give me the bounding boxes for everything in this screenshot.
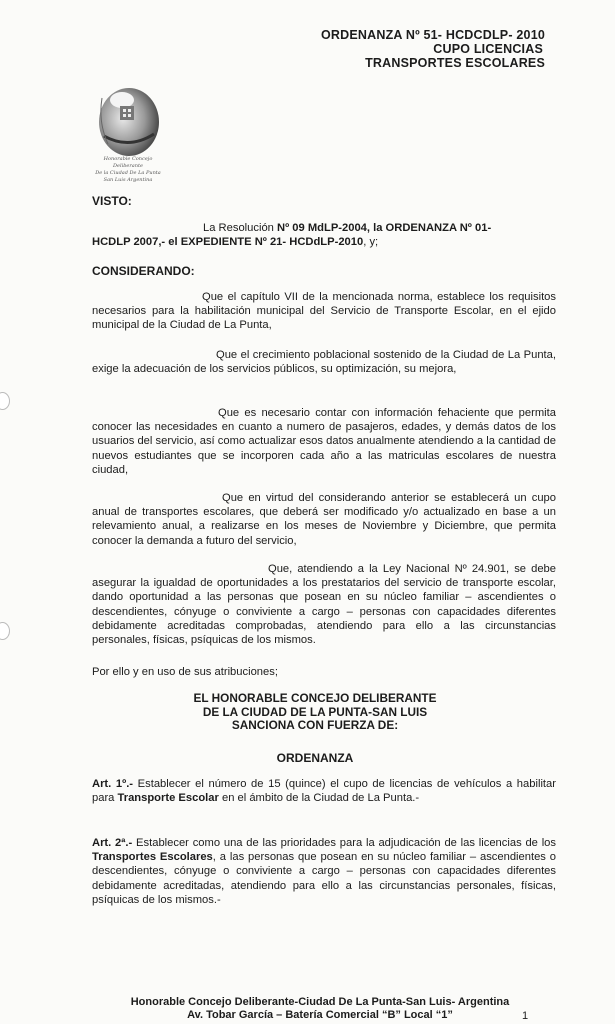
considerando-paragraph-3: Que es necesario contar con información fehaciente que permita conocer las necesidades en cuanto a numero de pasajeros, edades, y demás datos de los usuarios del servicio, así como actualizar esos datos anualmente atendiendo a la cantidad de nuevos estudiantes que se incorporen cada año a las matriculas escolares de nuestra ciudad, — [92, 407, 556, 476]
ordinance-number: ORDENANZA Nº 51- HCDCDLP- 2010 — [320, 28, 545, 42]
footer — [60, 996, 580, 1022]
council-seal-icon — [96, 78, 162, 158]
visto-heading: VISTO: — [92, 194, 132, 208]
considerando-paragraph-4: Que en virtud del considerando anterior se establecerá un cupo anual de transportes escolares, que deberá ser modificado y/o actualizado en base a un relevamiento anual, a realizarse en los meses de Noviembre y Diciembre, que permita conocer la demanda a futuro del servicio, — [92, 492, 556, 547]
article-2: Art. 2ª.- Establecer como una de las prioridades para la adjudicación de las licencias de los Transportes Escolares, a las personas que posean en su núcleo familiar – ascendientes o descendientes, cónyuge o conviviente a cargo – personas con capacidades diferentes debidamente acreditadas, atendiendo para ello a las circunstancias personales, físicas, psíquicas de los mismos.- — [92, 837, 557, 906]
punch-hole — [0, 622, 10, 640]
punch-hole — [0, 392, 10, 410]
document-header — [321, 28, 545, 70]
header-subject: CUPO LICENCIAS — [433, 42, 543, 56]
article-1: Art. 1º.- Establecer el número de 15 (quince) el cupo de licencias de vehículos a habilitar para Transporte Escolar en el ámbito de la Ciudad de La Punta.- — [92, 778, 556, 805]
considerando-paragraph-5: Que, atendiendo a la Ley Nacional Nº 24.901, se debe asegurar la igualdad de oportunidades a los prestatarios del servicio de transporte escolar, dando oportunidad a las personas que posean en su núcleo familiar – ascendientes o descendientes, cónyuge o conviviente a cargo – personas con capacidades diferentes debidamente acreditadas comprobadas, atendiendo para ello a las circunstancias personales, físicas, psíquicas de los mismos. — [92, 563, 556, 647]
considerando-heading: CONSIDERANDO: — [92, 264, 195, 278]
article-2-label: Art. 2ª.- — [92, 837, 133, 849]
enacting-clause: EL HONORABLE CONCEJO DELIBERANTE DE LA CIUDAD DE LA PUNTA-SAN LUIS SANCIONA CON FUERZA DE: — [193, 691, 437, 732]
footer-address: Av. Tobar García – Batería Comercial “B” Local “1” — [187, 1009, 453, 1021]
header-topic: TRANSPORTES ESCOLARES — [365, 56, 545, 70]
considerando-paragraph-1: Que el capítulo VII de la mencionada norma, establece los requisitos necesarios para la habilitación municipal del Servicio de Transporte Escolar, en el ejido municipal de la Ciudad de La Punta, — [92, 291, 556, 332]
article-1-label: Art. 1º.- — [92, 778, 134, 790]
visto-line-1: La Resolución Nº 09 MdLP-2004, la ORDENANZA Nº 01- — [203, 222, 492, 234]
page-number: 1 — [522, 1010, 529, 1022]
visto-line-2: HCDLP 2007,- el EXPEDIENTE Nº 21- HCDdLP-2010, y; — [92, 236, 379, 248]
ordinance-title: ORDENANZA — [276, 751, 354, 765]
closing-line: Por ello y en uso de sus atribuciones; — [92, 666, 278, 678]
seal-caption: Honorable Concejo Deliberante De la Ciudad De La Punta San Luis Argentina — [95, 156, 161, 183]
considerando-paragraph-2: Que el crecimiento poblacional sostenido de la Ciudad de La Punta, exige la adecuación de los servicios públicos, su optimización, su mejora, — [92, 349, 556, 376]
footer-institution: Honorable Concejo Deliberante-Ciudad De La Punta-San Luis- Argentina — [130, 996, 510, 1008]
